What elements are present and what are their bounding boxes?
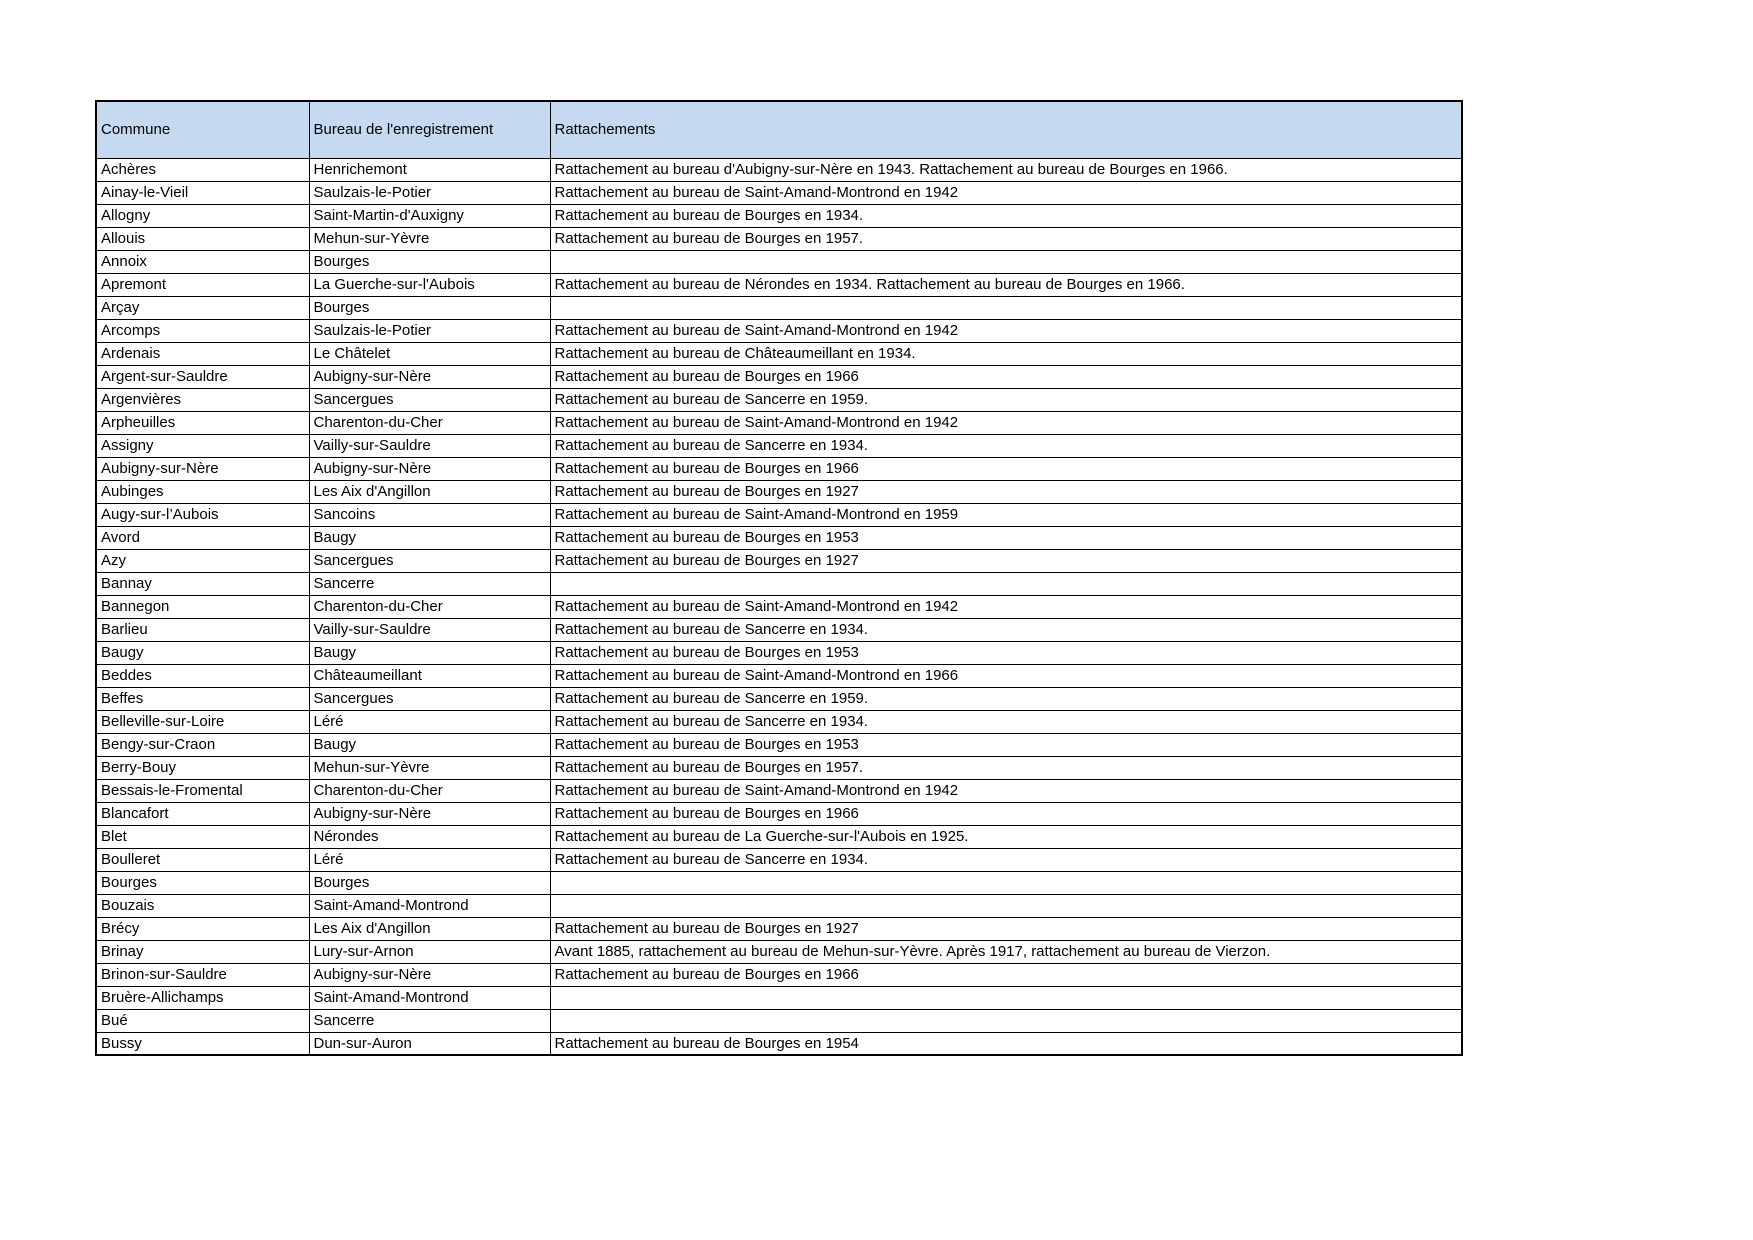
cell-rattachements: Rattachement au bureau de Sancerre en 1934. <box>550 710 1462 733</box>
table-row <box>96 595 1462 618</box>
cell-commune: Bué <box>96 1009 309 1032</box>
cell-commune: Assigny <box>96 434 309 457</box>
cell-commune: Bessais-le-Fromental <box>96 779 309 802</box>
cell-bureau: Le Châtelet <box>309 342 550 365</box>
cell-rattachements: Avant 1885, rattachement au bureau de Mehun-sur-Yèvre. Après 1917, rattachement au bureau de Vierzon. <box>550 940 1462 963</box>
cell-commune: Bannay <box>96 572 309 595</box>
cell-rattachements: Rattachement au bureau de Bourges en 1927 <box>550 917 1462 940</box>
header-rattachements: Rattachements <box>550 101 1462 158</box>
table-row <box>96 181 1462 204</box>
cell-rattachements: Rattachement au bureau de Sancerre en 1959. <box>550 388 1462 411</box>
cell-bureau: Aubigny-sur-Nère <box>309 802 550 825</box>
cell-commune: Allogny <box>96 204 309 227</box>
cell-rattachements: Rattachement au bureau de Saint-Amand-Montrond en 1942 <box>550 411 1462 434</box>
cell-rattachements: Rattachement au bureau de Bourges en 1957. <box>550 227 1462 250</box>
cell-commune: Bouzais <box>96 894 309 917</box>
cell-commune: Argent-sur-Sauldre <box>96 365 309 388</box>
cell-bureau: Dun-sur-Auron <box>309 1032 550 1055</box>
table-row <box>96 894 1462 917</box>
cell-commune: Berry-Bouy <box>96 756 309 779</box>
table-row <box>96 917 1462 940</box>
table-row <box>96 618 1462 641</box>
cell-rattachements: Rattachement au bureau de Bourges en 1966 <box>550 457 1462 480</box>
cell-bureau: Baugy <box>309 526 550 549</box>
cell-rattachements: Rattachement au bureau de Bourges en 1953 <box>550 733 1462 756</box>
cell-bureau: Les Aix d'Angillon <box>309 917 550 940</box>
cell-commune: Beffes <box>96 687 309 710</box>
cell-bureau: La Guerche-sur-l'Aubois <box>309 273 550 296</box>
table-row <box>96 204 1462 227</box>
cell-bureau: Henrichemont <box>309 158 550 181</box>
cell-commune: Brécy <box>96 917 309 940</box>
cell-bureau: Les Aix d'Angillon <box>309 480 550 503</box>
cell-commune: Blancafort <box>96 802 309 825</box>
cell-rattachements: Rattachement au bureau de Bourges en 1957. <box>550 756 1462 779</box>
header-row <box>96 101 1462 158</box>
table-row <box>96 871 1462 894</box>
cell-commune: Allouis <box>96 227 309 250</box>
cell-rattachements <box>550 986 1462 1009</box>
cell-bureau: Sancerre <box>309 1009 550 1032</box>
cell-commune: Arcomps <box>96 319 309 342</box>
cell-bureau: Sancergues <box>309 388 550 411</box>
cell-bureau: Mehun-sur-Yèvre <box>309 227 550 250</box>
table-row <box>96 250 1462 273</box>
table-row <box>96 1032 1462 1055</box>
cell-bureau: Châteaumeillant <box>309 664 550 687</box>
cell-commune: Annoix <box>96 250 309 273</box>
table-row <box>96 319 1462 342</box>
cell-bureau: Saulzais-le-Potier <box>309 181 550 204</box>
table-row <box>96 273 1462 296</box>
cell-commune: Arpheuilles <box>96 411 309 434</box>
cell-commune: Brinon-sur-Sauldre <box>96 963 309 986</box>
table-row <box>96 940 1462 963</box>
cell-commune: Achères <box>96 158 309 181</box>
cell-rattachements: Rattachement au bureau de Saint-Amand-Montrond en 1942 <box>550 319 1462 342</box>
table-row <box>96 756 1462 779</box>
cell-commune: Argenvières <box>96 388 309 411</box>
table-header <box>96 101 1462 158</box>
table-row <box>96 664 1462 687</box>
table-row <box>96 388 1462 411</box>
cell-bureau: Sancerre <box>309 572 550 595</box>
cell-bureau: Aubigny-sur-Nère <box>309 963 550 986</box>
cell-bureau: Lury-sur-Arnon <box>309 940 550 963</box>
cell-commune: Arçay <box>96 296 309 319</box>
cell-commune: Bourges <box>96 871 309 894</box>
cell-commune: Aubinges <box>96 480 309 503</box>
communes-table <box>95 100 1463 1056</box>
table-row <box>96 641 1462 664</box>
cell-rattachements: Rattachement au bureau de Saint-Amand-Montrond en 1959 <box>550 503 1462 526</box>
cell-bureau: Saint-Martin-d'Auxigny <box>309 204 550 227</box>
cell-rattachements: Rattachement au bureau de Sancerre en 1959. <box>550 687 1462 710</box>
table-row <box>96 457 1462 480</box>
table-row <box>96 848 1462 871</box>
cell-rattachements <box>550 296 1462 319</box>
cell-rattachements: Rattachement au bureau de Bourges en 1927 <box>550 549 1462 572</box>
cell-bureau: Charenton-du-Cher <box>309 595 550 618</box>
table-row <box>96 825 1462 848</box>
cell-commune: Barlieu <box>96 618 309 641</box>
cell-rattachements: Rattachement au bureau de Bourges en 1934. <box>550 204 1462 227</box>
cell-rattachements: Rattachement au bureau de Saint-Amand-Montrond en 1942 <box>550 779 1462 802</box>
cell-rattachements: Rattachement au bureau de Sancerre en 1934. <box>550 434 1462 457</box>
cell-rattachements: Rattachement au bureau de Sancerre en 1934. <box>550 848 1462 871</box>
cell-bureau: Saulzais-le-Potier <box>309 319 550 342</box>
cell-bureau: Mehun-sur-Yèvre <box>309 756 550 779</box>
cell-rattachements: Rattachement au bureau de Bourges en 1954 <box>550 1032 1462 1055</box>
cell-bureau: Sancoins <box>309 503 550 526</box>
cell-rattachements <box>550 250 1462 273</box>
cell-bureau: Aubigny-sur-Nère <box>309 365 550 388</box>
cell-rattachements: Rattachement au bureau de Saint-Amand-Montrond en 1942 <box>550 595 1462 618</box>
cell-bureau: Nérondes <box>309 825 550 848</box>
table-row <box>96 296 1462 319</box>
cell-bureau: Léré <box>309 710 550 733</box>
cell-rattachements <box>550 871 1462 894</box>
table-row <box>96 963 1462 986</box>
cell-commune: Bannegon <box>96 595 309 618</box>
cell-bureau: Charenton-du-Cher <box>309 411 550 434</box>
cell-rattachements: Rattachement au bureau de Châteaumeillant en 1934. <box>550 342 1462 365</box>
table-row <box>96 710 1462 733</box>
cell-rattachements: Rattachement au bureau de La Guerche-sur-l'Aubois en 1925. <box>550 825 1462 848</box>
cell-commune: Belleville-sur-Loire <box>96 710 309 733</box>
cell-commune: Avord <box>96 526 309 549</box>
cell-rattachements: Rattachement au bureau de Saint-Amand-Montrond en 1966 <box>550 664 1462 687</box>
table-row <box>96 365 1462 388</box>
cell-commune: Blet <box>96 825 309 848</box>
cell-rattachements: Rattachement au bureau de Bourges en 1953 <box>550 641 1462 664</box>
table-row <box>96 503 1462 526</box>
cell-commune: Bussy <box>96 1032 309 1055</box>
cell-bureau: Baugy <box>309 641 550 664</box>
header-commune: Commune <box>96 101 309 158</box>
table-row <box>96 526 1462 549</box>
table-row <box>96 687 1462 710</box>
cell-commune: Azy <box>96 549 309 572</box>
cell-rattachements: Rattachement au bureau de Bourges en 1927 <box>550 480 1462 503</box>
cell-commune: Brinay <box>96 940 309 963</box>
cell-bureau: Saint-Amand-Montrond <box>309 894 550 917</box>
cell-commune: Aubigny-sur-Nère <box>96 457 309 480</box>
cell-bureau: Sancergues <box>309 687 550 710</box>
cell-bureau: Bourges <box>309 250 550 273</box>
table-row <box>96 158 1462 181</box>
table-row <box>96 733 1462 756</box>
cell-commune: Ainay-le-Vieil <box>96 181 309 204</box>
table-row <box>96 480 1462 503</box>
cell-rattachements: Rattachement au bureau de Bourges en 1966 <box>550 365 1462 388</box>
cell-bureau: Léré <box>309 848 550 871</box>
cell-rattachements <box>550 572 1462 595</box>
cell-bureau: Vailly-sur-Sauldre <box>309 618 550 641</box>
cell-rattachements: Rattachement au bureau de Bourges en 1966 <box>550 802 1462 825</box>
cell-commune: Bengy-sur-Craon <box>96 733 309 756</box>
table-row <box>96 986 1462 1009</box>
cell-rattachements: Rattachement au bureau de Bourges en 1953 <box>550 526 1462 549</box>
cell-commune: Baugy <box>96 641 309 664</box>
cell-commune: Ardenais <box>96 342 309 365</box>
table-row <box>96 434 1462 457</box>
cell-commune: Beddes <box>96 664 309 687</box>
table-row <box>96 227 1462 250</box>
cell-bureau: Baugy <box>309 733 550 756</box>
cell-bureau: Bourges <box>309 296 550 319</box>
cell-rattachements <box>550 1009 1462 1032</box>
cell-bureau: Bourges <box>309 871 550 894</box>
cell-bureau: Sancergues <box>309 549 550 572</box>
cell-bureau: Charenton-du-Cher <box>309 779 550 802</box>
table-row <box>96 549 1462 572</box>
cell-rattachements: Rattachement au bureau de Bourges en 1966 <box>550 963 1462 986</box>
table-row <box>96 342 1462 365</box>
cell-commune: Bruère-Allichamps <box>96 986 309 1009</box>
cell-rattachements: Rattachement au bureau de Sancerre en 1934. <box>550 618 1462 641</box>
cell-rattachements: Rattachement au bureau d'Aubigny-sur-Nère en 1943. Rattachement au bureau de Bourges en 1966. <box>550 158 1462 181</box>
table-row <box>96 572 1462 595</box>
cell-bureau: Vailly-sur-Sauldre <box>309 434 550 457</box>
cell-rattachements <box>550 894 1462 917</box>
cell-rattachements: Rattachement au bureau de Nérondes en 1934. Rattachement au bureau de Bourges en 1966. <box>550 273 1462 296</box>
cell-commune: Boulleret <box>96 848 309 871</box>
cell-rattachements: Rattachement au bureau de Saint-Amand-Montrond en 1942 <box>550 181 1462 204</box>
table-row <box>96 779 1462 802</box>
cell-bureau: Saint-Amand-Montrond <box>309 986 550 1009</box>
table-row <box>96 802 1462 825</box>
header-bureau: Bureau de l'enregistrement <box>309 101 550 158</box>
table-body <box>96 158 1462 1055</box>
table-row <box>96 1009 1462 1032</box>
cell-bureau: Aubigny-sur-Nère <box>309 457 550 480</box>
table-row <box>96 411 1462 434</box>
cell-commune: Apremont <box>96 273 309 296</box>
cell-commune: Augy-sur-l’Aubois <box>96 503 309 526</box>
